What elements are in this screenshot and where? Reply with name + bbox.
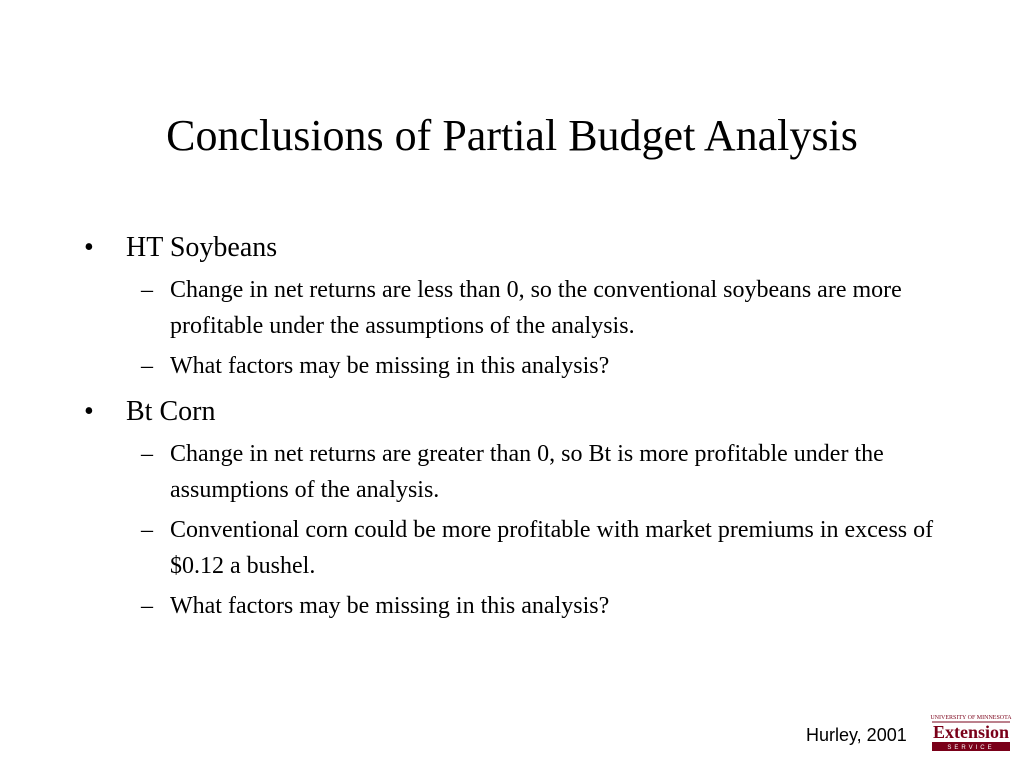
- bullet-label: Bt Corn: [126, 396, 216, 427]
- subpoint-text: What factors may be missing in this analysis?: [170, 593, 610, 619]
- bullet-ht-soybeans: [84, 230, 964, 266]
- extension-logo: [930, 712, 1012, 752]
- subpoint: [84, 348, 964, 384]
- dash-marker: –: [141, 353, 153, 379]
- soybeans-subpoints: [84, 272, 964, 384]
- citation: Hurley, 2001: [806, 725, 907, 745]
- subpoint: [84, 588, 964, 624]
- subpoint-text: Change in net returns are less than 0, so the conventional soybeans are more profitable under the assumptions of the analysis.: [170, 277, 902, 339]
- bullet-bt-corn: [84, 394, 964, 430]
- logo-top-text: UNIVERSITY OF MINNESOTA: [930, 715, 1012, 721]
- dash-marker: –: [141, 441, 153, 467]
- subpoint: [84, 512, 964, 584]
- logo-main-text: Extension: [932, 722, 1010, 742]
- bullet-label: HT Soybeans: [126, 232, 278, 263]
- logo-bottom-text: SERVICE: [947, 745, 995, 751]
- dash-marker: –: [141, 593, 153, 619]
- dash-marker: –: [141, 277, 153, 303]
- slide-title: Conclusions of Partial Budget Analysis: [166, 111, 858, 160]
- subpoint-text: What factors may be missing in this analysis?: [170, 353, 610, 379]
- corn-subpoints: [84, 436, 964, 624]
- bullet-marker: •: [84, 396, 94, 427]
- subpoint: [84, 272, 964, 344]
- bullet-marker: •: [84, 232, 94, 263]
- subpoint: [84, 436, 964, 508]
- slide-body: [84, 230, 964, 634]
- dash-marker: –: [141, 517, 153, 543]
- subpoint-text: Conventional corn could be more profitable with market premiums in excess of $0.12 a bushel.: [170, 517, 934, 579]
- subpoint-text: Change in net returns are greater than 0, so Bt is more profitable under the assumptions of the analysis.: [170, 441, 884, 503]
